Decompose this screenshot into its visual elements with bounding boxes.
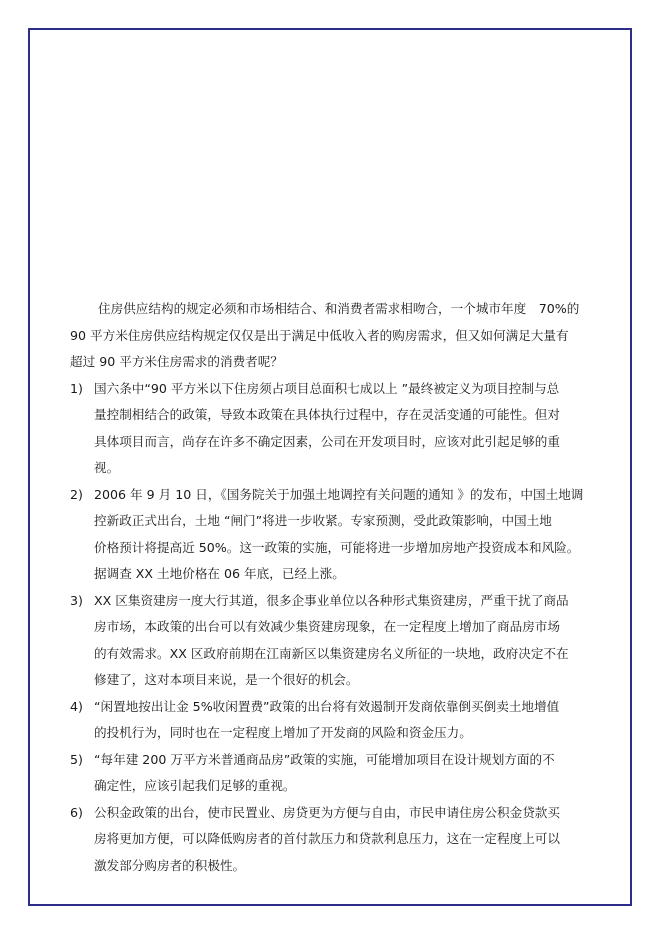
list-item-6 (70, 800, 600, 880)
list-number: 6) (70, 804, 83, 820)
list-line: 修建了，这对本项目来说，是一个很好的机会。 (94, 672, 359, 687)
list-line: 价格预计将提高近 50%。这一政策的实施，可能将进一步增加房地产投资成本和风险。 (94, 539, 580, 555)
list-line: 具体项目而言，尚存在许多不确定因素，公司在开发项目时，应该对此引起足够的重 (94, 433, 560, 449)
list-line: “闲置地按出让金 5%收闲置费”政策的出台将有效遏制开发商依靠倒买倒卖土地增值 (94, 698, 560, 714)
list-item-5 (70, 747, 600, 800)
intro-line: 住房供应结构的规定必须和市场相结合、和消费者需求相吻合，一个城市年度 70%的 (98, 301, 580, 316)
document-body (70, 296, 600, 879)
list-line: XX 区集资建房一度大行其道，很多企事业单位以各种形式集资建房，严重干扰了商品 (94, 592, 569, 608)
list-line: 房将更加方便，可以降低购房者的首付款压力和贷款利息压力，这在一定程度上可以 (94, 831, 560, 846)
list-number: 5) (70, 751, 83, 767)
list-text (94, 747, 600, 800)
list-text (94, 800, 600, 880)
list-line: 量控制相结合的政策，导致本政策在具体执行过程中，存在灵活变通的可能性。但对 (94, 407, 560, 422)
list-item-1 (70, 376, 600, 482)
list-line: 确定性，应该引起我们足够的重视。 (94, 778, 296, 793)
list-text (94, 376, 600, 482)
list-number: 3) (70, 592, 83, 608)
list-number: 4) (70, 698, 83, 714)
intro-paragraph (70, 296, 600, 376)
list-line: 据调查 XX 土地价格在 06 年底，已经上涨。 (94, 566, 345, 581)
list-line: 国六条中“90 平方米以下住房须占项目总面积七成以上 ”最终被定义为项目控制与总 (94, 380, 560, 396)
list-number: 2) (70, 486, 83, 502)
list-line: 2006 年 9 月 10 日，《国务院关于加强土地调控有关问题的通知 》的发布，中国土地调 (94, 486, 584, 502)
list-line: 的投机行为，同时也在一定程度上增加了开发商的风险和资金压力。 (94, 725, 472, 740)
list-line: 房市场，本政策的出台可以有效减少集资建房现象，在一定程度上增加了商品房市场 (94, 619, 560, 634)
list-text (94, 588, 600, 694)
list-number: 1) (70, 380, 83, 396)
list-line: 公积金政策的出台，使市民置业、房贷更为方便与自由，市民申请住房公积金贷款买 (94, 804, 560, 820)
list-item-4 (70, 694, 600, 747)
list-line: “每年建 200 万平方米普通商品房”政策的实施，可能增加项目在设计规划方面的不 (94, 751, 555, 767)
list-line: 控新政正式出台，土地 “闸门”将进一步收紧。专家预测，受此政策影响，中国土地 (94, 513, 552, 528)
list-line: 的有效需求。XX 区政府前期在江南新区以集资建房名义所征的一块地，政府决定不在 (94, 645, 569, 661)
list-item-3 (70, 588, 600, 694)
intro-line: 90 平方米住房供应结构规定仅仅是出于满足中低收入者的购房需求，但又如何满足大量有 (70, 327, 569, 343)
intro-line: 超过 90 平方米住房需求的消费者呢？ (70, 354, 283, 369)
list-item-2 (70, 482, 600, 588)
list-text (94, 482, 600, 588)
list-text (94, 694, 600, 747)
list-line: 激发部分购房者的积极性。 (94, 857, 246, 873)
list-line: 视。 (94, 460, 120, 475)
